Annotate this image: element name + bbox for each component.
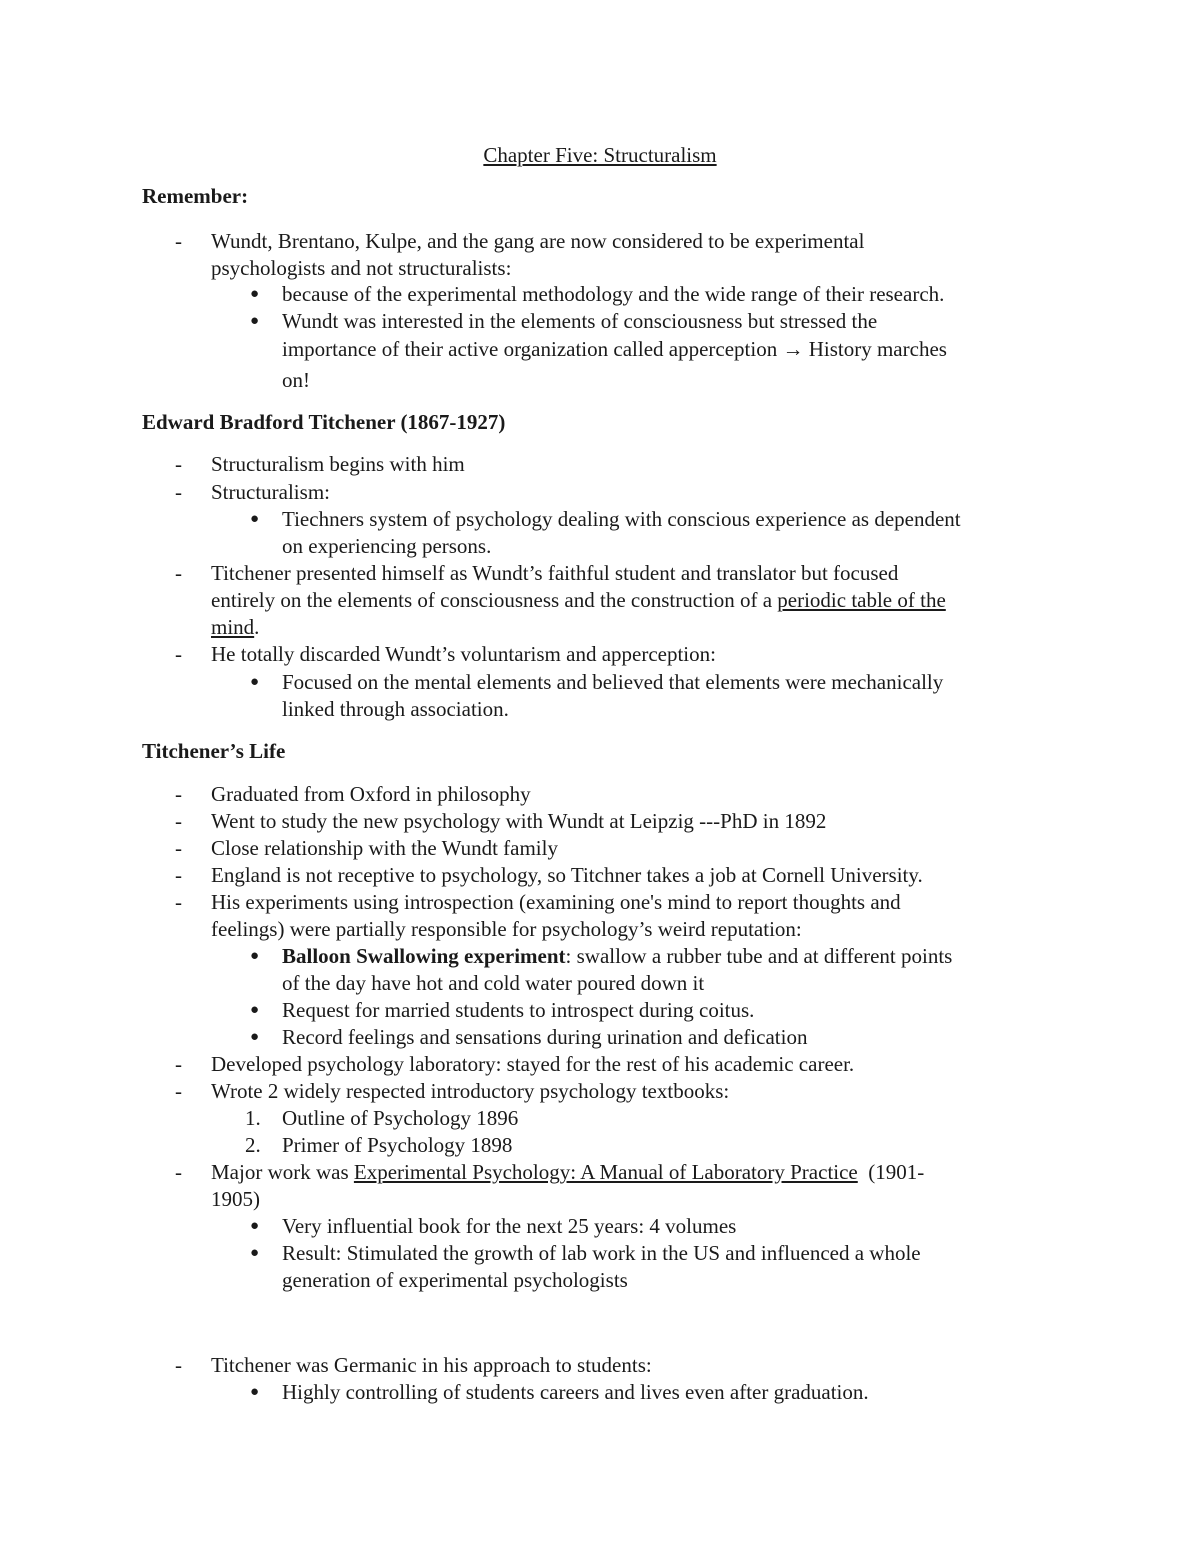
influential-bullet: Very influential book for the next 25 years: 4 volumes [282,1214,737,1238]
bullet-marker: ● [250,1002,260,1018]
dash-marker: - [175,1160,182,1184]
life-item: Went to study the new psychology with Wundt at Leipzig ---PhD in 1892 [211,809,827,833]
balloon-bullet-line-1 [282,942,952,970]
section-heading-remember: Remember: [142,184,249,208]
titchener-dash-3-line-1: Titchener presented himself as Wundt’s faithful student and translator but focused [211,561,899,585]
titchener-dash-3-line-2 [211,586,946,614]
result-bullet-line-2: generation of experimental psychologists [282,1268,628,1292]
dash-marker: - [175,836,182,860]
dash-marker: - [175,809,182,833]
controlling-bullet: Highly controlling of students careers and lives even after graduation. [282,1380,869,1404]
titchener-dash-3-text: entirely on the elements of consciousness and the construction of a [211,588,778,612]
dash-marker: - [175,480,182,504]
life-item: Graduated from Oxford in philosophy [211,782,531,806]
bullet-marker: ● [250,286,260,302]
titchener-dash-3-line-3 [211,613,259,641]
remember-bullet-2-line-1: Wundt was interested in the elements of consciousness but stressed the [282,309,878,333]
balloon-bullet-line-2: of the day have hot and cold water poured down it [282,971,705,995]
section-heading-titchener: Edward Bradford Titchener (1867-1927) [142,410,506,434]
remember-dash-1-line-1: Wundt, Brentano, Kulpe, and the gang are now considered to be experimental [211,229,865,253]
dash-marker: - [175,229,182,253]
titchener-dash-1: Structuralism begins with him [211,452,465,476]
section-heading-life: Titchener’s Life [142,739,286,763]
titchener-bullet-1-line-1: Tiechners system of psychology dealing with conscious experience as dependent [282,507,961,531]
book-number: 1. [245,1106,261,1130]
dash-marker: - [175,561,182,585]
balloon-experiment-desc: : swallow a rubber tube and at different points [565,944,953,968]
life-lab: Developed psychology laboratory: stayed for the rest of his academic career. [211,1052,855,1076]
book-title: Outline of Psychology 1896 [282,1106,519,1130]
book-title: Primer of Psychology 1898 [282,1133,513,1157]
page-title: Chapter Five: Structuralism [483,143,717,167]
bullet-marker: ● [250,1029,260,1045]
bullet-marker: ● [250,674,260,690]
bullet-marker: ● [250,1218,260,1234]
major-work-years: (1901- [857,1160,925,1184]
major-work-prefix: Major work was [211,1160,354,1184]
dash-marker: - [175,642,182,666]
record-feelings-bullet: Record feelings and sensations during urination and defication [282,1025,808,1049]
result-bullet-line-1: Result: Stimulated the growth of lab work in the US and influenced a whole [282,1241,921,1265]
life-germanic: Titchener was Germanic in his approach to students: [211,1353,652,1377]
periodic-table-phrase: periodic table of the [777,588,946,612]
major-work-line-1 [211,1158,924,1186]
titchener-dash-3-period: . [254,615,260,639]
titchener-bullet-2-line-1: Focused on the mental elements and believed that elements were mechanically [282,670,944,694]
bullet-marker: ● [250,313,260,329]
remember-bullet-2-line-2: importance of their active organization called apperception → History marches [282,337,947,361]
dash-marker: - [175,452,182,476]
dash-marker: - [175,863,182,887]
dash-marker: - [175,1353,182,1377]
titchener-bullet-2-line-2: linked through association. [282,697,509,721]
major-work-title: Experimental Psychology: A Manual of Laboratory Practice [353,1160,858,1184]
married-students-bullet: Request for married students to introspect during coitus. [282,998,755,1022]
bullet-marker: ● [250,1245,260,1261]
life-item: Close relationship with the Wundt family [211,836,558,860]
life-experiments-line-2: feelings) were partially responsible for psychology’s weird reputation: [211,917,802,941]
bullet-marker: ● [250,948,260,964]
bullet-marker: ● [250,1384,260,1400]
book-number: 2. [245,1133,261,1157]
life-item: England is not receptive to psychology, so Titchner takes a job at Cornell University. [211,863,923,887]
balloon-experiment-name: Balloon Swallowing experiment [282,944,566,968]
titchener-dash-2: Structuralism: [211,480,330,504]
life-experiments-line-1: His experiments using introspection (examining one's mind to report thoughts and [211,890,901,914]
dash-marker: - [175,890,182,914]
dash-marker: - [175,782,182,806]
titchener-dash-4: He totally discarded Wundt’s voluntarism and apperception: [211,642,716,666]
dash-marker: - [175,1052,182,1076]
life-wrote: Wrote 2 widely respected introductory psychology textbooks: [211,1079,730,1103]
dash-marker: - [175,1079,182,1103]
periodic-table-phrase-end: mind [211,615,255,639]
bullet-marker: ● [250,511,260,527]
remember-bullet-2-line-3: on! [282,368,310,392]
titchener-bullet-1-line-2: on experiencing persons. [282,534,492,558]
remember-bullet-1: because of the experimental methodology and the wide range of their research. [282,282,945,306]
remember-dash-1-line-2: psychologists and not structuralists: [211,256,512,280]
major-work-line-2: 1905) [211,1187,260,1211]
